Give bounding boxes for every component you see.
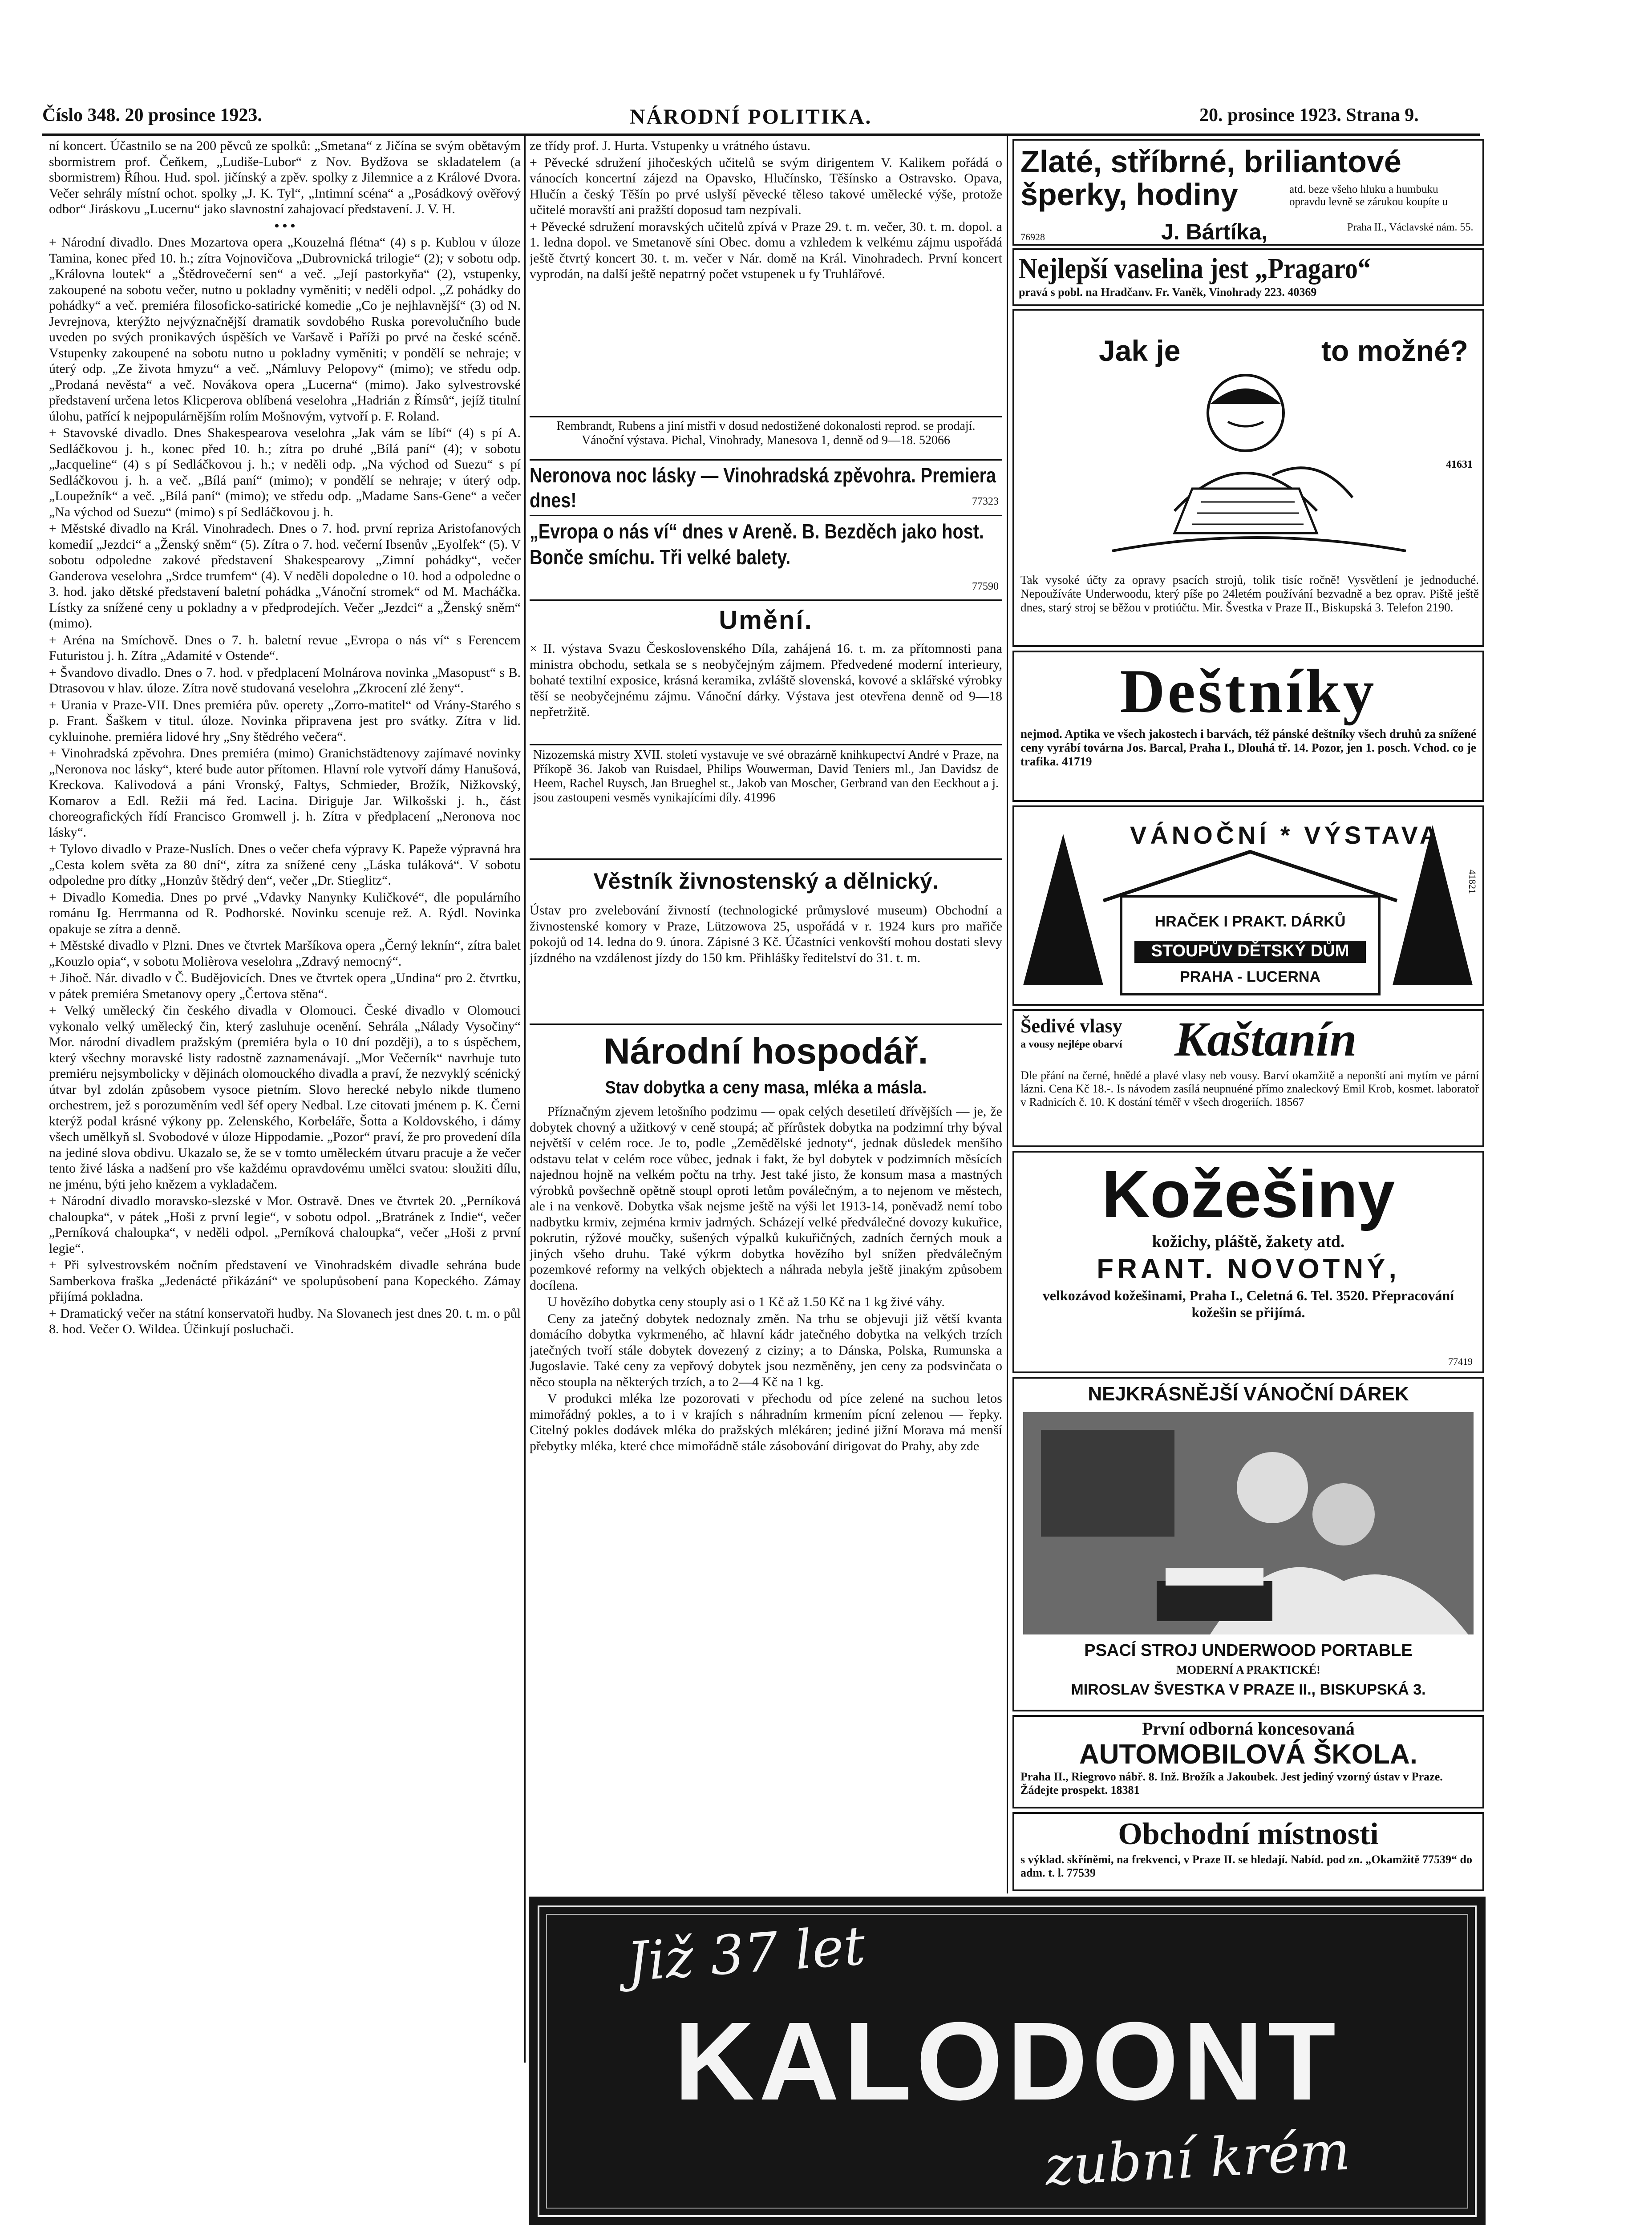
section-rule — [530, 1024, 1002, 1025]
ad-kastanin-left-sub: a vousy nejlépe obarví — [1020, 1039, 1122, 1050]
ad-underwood-number: 41631 — [1446, 459, 1473, 470]
section-title-umeni: Umění. — [719, 606, 813, 635]
ad-pragaro-text: pravá s pobl. na Hradčanv. Fr. Vaněk, Vinohrady 223. 40369 — [1019, 286, 1317, 299]
article-paragraph: + Velký umělecký čin českého divadla v Olomouci. České divadlo v Olomouci vykonalo velký umělecký čin, který zasluhuje ocenění. Sehrála „Nálady Vysočiny“ Mor. národní divadlem pražským (premiéra byla o 10 dní později), a to s úspěchem, který všechny moravské listy radostně zaznamenávají. „Mor Večerník“ navrhuje tuto premiéru nejsymbolicky v dějinách olomouckého divadla a praví, že nezvyklý scénický útvar byl zdolán způsobem vysoce pietním. Slovo herecké nebylo nikde tlumeno orchestrem, jež s porozuměním vedl šéf opery Nedbal. Lze citovati jménem p. K. Černi kterýž podal krásné výkony pp. Zelenského, Korbeláře, Šotta a Koldovského, i dámy všech umělkyň sl. Svobodové v úloze Hippodamie. „Pozor“ praví, že pro provedení díla na jediné slova obdivu. Ukazalo se, že se v tomto uměleckém útvaru pracuje a že večer tento živé láska a nadšení pro vše každému opravdovému umělci svatou: sloužiti dílu, ne jménu, býti jeho knězem a vykladačem. — [49, 1003, 521, 1192]
ad-neronova-number: 77323 — [972, 496, 999, 507]
ad-vystava-number: 41821 — [1467, 870, 1478, 894]
article-paragraph: ze třídy prof. J. Hurta. Vstupenky u vrátného ústavu. — [530, 138, 810, 153]
ad-mistnosti-title: Obchodní místnosti — [1118, 1817, 1379, 1851]
article-paragraph: + Vinohradská zpěvohra. Dnes premiéra (mimo) Granichstädtenovy zajímavé novinky „Neronova noc lásky“, které bude autor přítomen. Hlavní role vytvoří dámy Hanušová, Kreckova. Kalivodová a páni Vronský, Faltys, Schmieder, Brožík, Nižkovský, Komarov a Edl. Režii má řed. Lacina. Diriguje Jar. Wilkošski j. h., část choreografických řídí Francisco Gromwell j. h. Zítra v předplacení „Neronova noc lásky“. — [49, 746, 521, 840]
ad-bartik-title: Zlaté, stříbrné, briliantové šperky, hodiny — [1020, 144, 1401, 212]
ad-underwood-headline-right: to možné? — [1321, 334, 1468, 367]
ad-kastanin-text: Dle přání na černé, hnědé a plavé vlasy neb vousy. Barví okamžitě a neponští ani mytím ve pární lázni. Cena Kč 18.-. Is návodem zasílá neupnuéné přímo znaleckový Emil Krob, kosmet. laboratoř v Radnicích č. 10. K dostání téměř v všech drogeriích. 18567 — [1020, 1069, 1479, 1108]
umeni-section — [530, 641, 1002, 741]
ad-portable-line-1: PSACÍ STROJ UNDERWOOD PORTABLE — [1084, 1641, 1413, 1660]
section-separator: • • • — [274, 218, 296, 233]
column-divider — [524, 136, 526, 2063]
header-rule — [42, 134, 1480, 136]
ad-kastanin — [1012, 1009, 1484, 1147]
ad-destniky-title: Deštníky — [1120, 657, 1377, 726]
ad-underwood-repairs — [1012, 309, 1484, 647]
page-header — [42, 105, 1480, 131]
article-paragraph: + Aréna na Smíchově. Dnes o 7. h. baletní revue „Evropa o nás ví“ s Ferencem Futuristou j. h. Zítra „Adamité v Ostende“. — [49, 632, 521, 663]
article-paragraph: + Urania v Praze-VII. Dnes premiéra pův. operety „Zorro-matitel“ od Vrány-Starého s p. Frant. Šaškem v titul. úloze. Novinka připravena jest pro svátky. Zítra v lid. cykluinohe. premiéra lidové hry „Sny štědrého večera“. — [49, 697, 521, 744]
article-paragraph: + Národní divadlo moravsko-slezské v Mor. Ostravě. Dnes ve čtvrtek 20. „Perníková chaloupka“, v pátek „Hoši z první legie“, v sobotu odpol. „Bratránek z Indie“, večer „Perníková chaloupka“, v neděli odpol. „Perníková chaloupka“, večer „Hoši z první legie“. — [49, 1193, 521, 1256]
article-paragraph: + Městské divadlo na Král. Vinohradech. Dnes o 7. hod. první repriza Aristofanových komedií „Jezdci“ a „Ženský sněm“ (5). Zítra o 7. hod. večerní Ibsenův „Eyolfek“ (5). V sobotu odpoledne zakové představení Shakespearovy „Zimní pohádky“, večer Ganderova veselohra „Srdce trumfem“ (4). V neděli dopoledne o 10. hod a odpoledne o 3. hod. jako dětské představení baletní pohádka „Vánoční stromek“ od M. Macháčka. Lístky za snížené ceny u pokladny a v předprodejích. Večer „Jezdci“ a „Ženský sněm“ (mimo). — [49, 521, 521, 631]
ad-skola-text: Praha II., Riegrovo nábř. 8. Inž. Brožík a Jakoubek. Jest jediný vzorný ústav v Praze. Žádejte prospekt. 18381 — [1020, 1770, 1443, 1796]
section-subtitle-hospodar: Stav dobytka a ceny masa, mléka a másla. — [605, 1078, 927, 1097]
article-paragraph: Ceny za jatečný dobytek nedoznaly změn. Na trhu se objevuji již větší kvanta domácího dobytka vykrmeného, ač hlavní kádr jatečného dobytka na velkých trzích jatečných tvoří stále dobytek dovezený z ciziny; a to Dánska, Polska, Rumunska a Jugoslavie. Také ceny za vepřový dobytek jsou nezměněny, jen ceny za podsvinčata o něco stoupla na některých trzích, a to 2—4 Kč na 1 kg. — [530, 1311, 1002, 1389]
ad-kastanin-left-title: Šedivé vlasy — [1020, 1015, 1122, 1037]
article-paragraph: + Jihoč. Nár. divadlo v Č. Budějovicích. Dnes ve čtvrtek opera „Undina“ pro 2. čtvrtku, v pátek premiéra Smetanovy opery „Čertova stěna“. — [49, 971, 521, 1001]
ad-rembrandt — [530, 416, 1002, 461]
hospodar-section — [530, 1104, 1002, 1882]
ad-underwood-headline-left: Jak je — [1099, 334, 1181, 367]
article-paragraph: + Stavovské divadlo. Dnes Shakespearova veselohra „Jak vám se líbí“ (4) s pí A. Sedláčkovou j. h., konec před 10. h.; zítra po druhé „Bílá paní“ (4); v sobotu „Jacqueline“ (4) s pí Sedláčkovou j. h.; v neděli odp. „Na východ od Suezu“ s pí Sedláčkovou j. h. a več. „Bílá paní“ (mimo); v pondělí se nehraje; v úterý odp. „Loupežník“ a več. „Bílá paní“ (mimo); ve středu odp. „Madame Sans-Gene“ a večer „Na východ od Suezu“ (mimo) s pí Sedláčkovou j. h. — [49, 425, 521, 519]
ad-vystava-line-1: HRAČEK I PRAKT. DÁRKŮ — [1154, 913, 1346, 930]
ad-pragaro-title: Nejlepší vaselina jest „Pragaro“ — [1019, 252, 1371, 285]
ad-destniky-text: nejmod. Aptika ve všech jakostech i barvách, též pánské deštníky všech druhů za snížené ceny vyrábí továrna Jos. Barcal, Praha I., Dlouhá tř. 14. Pozor, jen 1. posch. Vchod. co je trafika. 41719 — [1020, 727, 1476, 768]
ad-underwood-portable — [1012, 1377, 1484, 1711]
article-paragraph: + Dramatický večer na státní konservatoři hudby. Na Slovanech jest dnes 20. t. m. o půl 8. hod. Večer O. Wildea. Účinkují posluchači. — [49, 1306, 521, 1336]
column-divider — [1007, 136, 1008, 1893]
ad-kastanin-brand: Kaštanín — [1174, 1012, 1357, 1066]
ad-vystava-line-2: STOUPŮV DĚTSKÝ DŮM — [1151, 942, 1349, 960]
ad-evropa — [530, 518, 1002, 601]
ad-neronova-text: Neronova noc lásky — Vinohradská zpěvohra. Premiera dnes! — [530, 464, 996, 512]
article-paragraph: + Tylovo divadlo v Praze-Nuslích. Dnes o večer chefa výpravy K. Papeže výpravná hra „Cesta kolem světa za 80 dní“, zítra za snížené ceny „Láska tuláková“. V sobotu odpoledne pro dítky „Honzův štědrý den“, večer „Dr. Stieglitz“. — [49, 841, 521, 888]
ad-kozesiny-subtitle: kožichy, pláště, žakety atd. — [1152, 1232, 1345, 1251]
ad-portable-headline: NEJKRÁSNĚJŠÍ VÁNOČNÍ DÁREK — [1088, 1383, 1409, 1405]
article-paragraph: + Pěvecké sdružení jihočeských učitelů se svým dirigentem V. Kalikem pořádá o vánocích koncertní zájezd na Opavsko, Hlučínsko, Těšínsko a Ostravsko. Opava, Hlučín a český Těšín po prvé uslyší pěvecké těleso takové umělecké výše, protože učitelé moravští ani pražští doposud tam nezpívali. — [530, 155, 1002, 217]
ad-rembrandt-text: Rembrandt, Rubens a jiní mistři v dosud nedostižené dokonalosti reprod. se prodají. Vánoční výstava. Pichal, Vinohrady, Manesova 1, denně od 9—18. 52066 — [556, 419, 976, 447]
vestnik-section — [530, 902, 1002, 1023]
column-2-top-news — [530, 138, 1002, 414]
illustration-frame — [1023, 1412, 1474, 1634]
ad-vystava-line-3: PRAHA - LUCERNA — [1179, 968, 1321, 985]
ad-vystava-arc-text: VÁNOČNÍ * VÝSTAVA — [1130, 821, 1441, 849]
article-paragraph: ní koncert. Účastnilo se na 200 pěvců ze spolků: „Smetana“ z Jičína se svým obětavým sbormistrem prof. Čeňkem, „Ludiše-Lubor“ z Nov. Bydžova se skladatelem (a sbormistrem) Říhou. Hud. spol. jičínský a zpěv. spolky z Jilemnice a z Králové Dvora. Večer sehrály místní ochot. spolky „J. K. Tyl“, „Intimní scéna“ a „Posádkový ověřový odbor“ Jiráskovu „Lucernu“ jako slavnostní zahajovací představení. J. V. H. — [49, 138, 521, 216]
article-paragraph: Příznačným zjevem letošního podzimu — opak celých desetiletí dřívějších — je, že dobytek chovný a užitkový v ceně stoupá; ač přírůstek dobytka na podzimní trhy býval největší v celém roce. Je to, podle „Zemědělské jednoty“, jednak důsledek menšího odstavu telat v celém roce vůbec, jednak i fakt, že byl dobytek v podzimních měsících najednou hojně na velkém počtu na trhy. Jest také jisto, že konsum masa a mastných výrobků povšechně opětně stoupl oproti letům poválečným, a to nejenom ve městech, ale i na venkově. Dobytka však nejsme ještě na výši let 1913-14, poněvadž nemí tobo nadbytku krmiv, zejména krmiv jadrných. Scházejí velké předválečné dovozy kukuřice, pokrutin, rýžové moučky, sušených výpalků kukuřičných, zadních černých mouk a jiných všeho druhu. Také výkrm dobytka hovězího byl snížen předválečným pozemkové reformy na velkých objektech a náhrada nebyla ještě jinakým způsobem docílena. — [530, 1104, 1002, 1293]
ad-destniky — [1012, 651, 1484, 802]
article-paragraph: + Městské divadlo v Plzni. Dnes ve čtvrtek Maršíkova opera „Černý leknín“, zítra balet „Kouzlo opia“, v sobotu Molièrova veselohra „Zdravý nemocný“. — [49, 938, 521, 969]
article-paragraph: + Pěvecké sdružení moravských učitelů zpívá v Praze 29. t. m. večer, 30. t. m. dopol. a 1. ledna dopol. ve Smetanově síni Obec. domu a vzhledem k velkému zájmu uspořádá ještě čtvrtý koncert 30. t. m. večer v Nár. domě na Král. Vinohradech. První koncert vyprodán, na další ještě nepatrný počet vstupenek u fy Truhlářové. — [530, 219, 1002, 281]
ad-portable-line-2: MODERNÍ A PRAKTICKÉ! — [1176, 1663, 1320, 1676]
article-paragraph: + Národní divadlo. Dnes Mozartova opera „Kouzelná flétna“ (4) s p. Kublou v úloze Tamina, konec před 10. h.; zítra Vojnovičova „Dubrovnická trilogie“ (2); v sobotu odp. „Královna loutek“ a „Štědrovečerní sen“ a več. „Její pastorkyňa“ (2), vstupenky, zakoupené na sobotu večer, nutno u pokladny vyměniti; v neděli odpol. „Z pohádky do pohádky“ a več. premiéra filosoficko-satirické komedie „Co je nejhlavnější“ (3) od N. Jevrejnova, kterýžto nejvýznačnější dramatik sovdobého Ruska porevolučního bude uveden po svých pronikavých úspěších ve Varšavě i Paříži po prvé na české scéně. Vstupenky zakoupené na sobotu nutno u pokladny vyměniti; v pondělí se nehraje; v úterý odp. „Ze života hmyzu“ a več. „Námluvy Pelopovy“ (mimo); ve středu odp. „Prodaná nevěsta“ a več. Novákova opera „Lucerna“ (mimo). Jako sylvestrovské představení určena letos Klicperova oblíbená veselohra „Hadrián z Římsů“, jejíž titulní úlohu, patřící k nejpopulárnějším rolím Mošnovým, vytvoří p. F. Roland. — [49, 235, 521, 424]
ad-automobilova-skola — [1012, 1715, 1484, 1808]
ad-portable-line-3: MIROSLAV ŠVESTKA V PRAZE II., BISKUPSKÁ 3. — [1071, 1681, 1426, 1698]
ad-underwood-text: Tak vysoké účty za opravy psacích strojů, tolik tisíc ročně! Vysvětlení je jednoduché. Nepoužíváte Underwoodu, který píše po 24letém používání bezvadně a bez oprav. Piště ještě dnes, starý stroj se běžou v protiúčtu. Mir. Švestka v Praze II., Biskupská 3. Telefon 2190. — [1020, 573, 1479, 614]
column-1-theatre-news — [49, 138, 521, 2225]
ad-bartik-name: J. Bártíka, — [1161, 219, 1268, 244]
ad-kozesiny-text: velkozávod kožešinami, Praha I., Celetná 6. Tel. 3520. Přepracování kožešin se přijímá. — [1042, 1287, 1454, 1320]
article-paragraph: + Švandovo divadlo. Dnes o 7. hod. v předplacení Molnárova novinka „Masopust“ s B. Dtrasovou v hlav. úloze. Zítra nově studovaná veselohra „Zkrocení zlé ženy“. — [49, 665, 521, 696]
ad-mistnosti-text: s výklad. skříněmi, na frekvenci, v Praze II. se hledají. Nabíd. pod zn. „Okamžitě 77539“ do adm. t. l. 77539 — [1020, 1853, 1473, 1879]
ad-nizozemska-text: Nizozemská mistry XVII. století vystavuje ve své obrazárně knihkupectví André v Praze, na Příkopě 36. Jakob van Ruisdael, Philips Wouwerman, David Teniers ml., Jan Davidsz de Heem, Rachel Ruysch, Jan Brueghel st., Jakob van Moscher, Gerbrand van den Eeckhout a j. jsou zastoupeni vesměs vynikajícími díly. 41996 — [533, 748, 999, 805]
ad-skola-top: První odborná koncesovaná — [1142, 1719, 1355, 1739]
family-with-typewriter-illustration — [1023, 1412, 1474, 1634]
header-issue-date: Číslo 348. 20 prosince 1923. — [42, 105, 262, 125]
man-with-papers-illustration — [1085, 364, 1424, 560]
ad-evropa-text: „Evropa o nás ví“ dnes v Areně. B. Bezděch jako host. Bonče smíchu. Tři velké balety. — [530, 520, 984, 569]
ad-kozesiny — [1012, 1151, 1484, 1373]
ad-evropa-number: 77590 — [972, 581, 999, 592]
header-page-number: 20. prosince 1923. Strana 9. — [1199, 105, 1419, 125]
ad-skola-title: AUTOMOBILOVÁ ŠKOLA. — [1079, 1739, 1418, 1770]
article-paragraph: × II. výstava Svazu Československého Díla, zahájená 16. t. m. za přítomnosti pana ministra obchodu, setkala se s neobyčejným zájmem. Předvedené moderní interieury, bohaté textilní exposice, krásná keramika, zvláště slovenská, kovové a sklářské výrobky těší se neobyčejnému zájmu. Vánoční dárky. Výstava jest otevřena denně od 9—18 nepřetržitě. — [530, 641, 1002, 719]
ad-bartik-jewellery — [1012, 139, 1484, 246]
ad-kozesiny-number: 77419 — [1448, 1356, 1473, 1367]
ad-kozesiny-name: FRANT. NOVOTNÝ, — [1097, 1254, 1400, 1284]
article-paragraph: + Při sylvestrovském nočním představení ve Vinohradském divadle sehrána bude Samberkova fraška „Jedenácté přikázání“ ve spolupůsobení pana Kopeckého. Zámay přijímá pokladna. — [49, 1258, 521, 1304]
ad-obchodni-mistnosti — [1012, 1812, 1484, 1891]
kalodont-script-top: Již 37 let — [624, 1915, 867, 1994]
ad-bartik-note: atd. beze všeho hluku a humbuku opravdu levně se zárukou koupíte u — [1289, 183, 1448, 208]
ad-bartik-address: Praha II., Václavské nám. 55. — [1347, 222, 1474, 233]
article-paragraph: Ústav pro zvelebování živností (technologické průmyslové museum) Obchodní a živnostenské komory v Praze, Lützowova 25, uspořádá v r. 1924 kurs pro mařiče pokojů od 14. ledna do 9. února. Zápisné 3 Kč. Účastníci venkovští mohou dostati slevy jízdného na vzdálenost jízdy do 150 km. Přihlášky ředitelství do 31. t. m. — [530, 903, 1002, 965]
ad-pragaro — [1012, 248, 1484, 306]
header-newspaper-title: NÁRODNÍ POLITIKA. — [630, 105, 872, 129]
article-paragraph: U hovězího dobytka ceny stouply asi o 1 Kč až 1.50 Kč na 1 kg živé váhy. — [547, 1295, 945, 1309]
section-title-hospodar: Národní hospodář. — [603, 1031, 928, 1072]
kalodont-script-bottom: zubní krém — [1043, 2120, 1352, 2198]
ad-bartik-number: 76928 — [1020, 231, 1045, 243]
ad-vanocni-vystava — [1012, 805, 1484, 1006]
ad-neronova — [530, 463, 1002, 516]
article-paragraph: V produkci mléka lze pozorovati v přechodu od píce zelené na suchou letos mimořádný pokles, a to i v krajích s náhradním krmením pícní zelenou — řepky. Citelný pokles dodávek mléka do pražských mlékáren; jediné jižní Morava má menší přebytky mléka, které chce mimořádně stále zásobování dirigovat do Prahy, aby zde — [530, 1391, 1002, 1453]
ad-kalodont-banner — [529, 1897, 1486, 2225]
kalodont-brand: KALODONT — [674, 1999, 1340, 2123]
ad-nizozemska — [530, 744, 1002, 860]
section-title-vestnik: Věstník živnostenský a dělnický. — [593, 869, 939, 894]
article-paragraph: + Divadlo Komedia. Dnes po prvé „Vdavky Nanynky Kuličkové“, dle populárního románu Ig. Herrmanna od R. Podhorské. Novinku scenuje rež. A. Rýdl. Novinka opakuje se zítra a denně. — [49, 890, 521, 936]
ad-kozesiny-title: Kožešiny — [1101, 1157, 1395, 1231]
